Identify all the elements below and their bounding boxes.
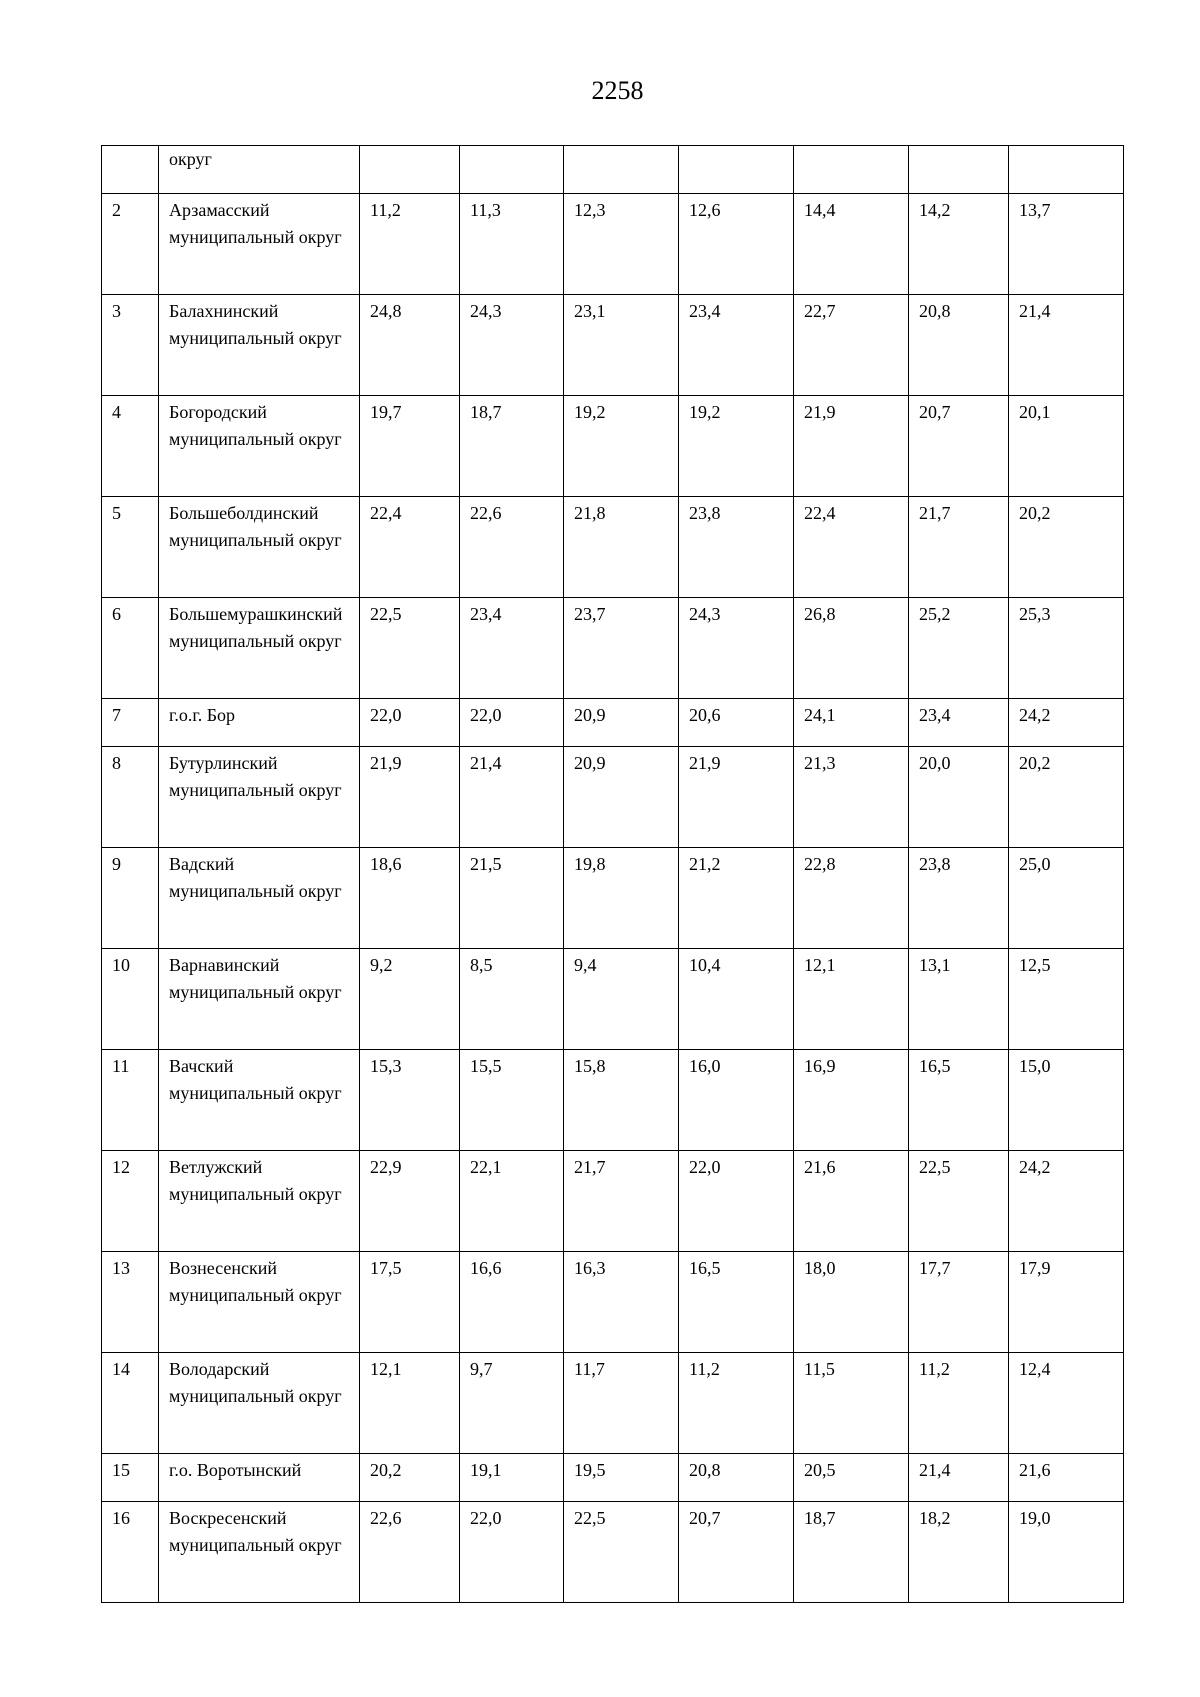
value-cell: 21,3 (794, 747, 909, 848)
row-number-cell: 15 (102, 1454, 159, 1502)
value-cell: 11,2 (360, 194, 460, 295)
row-number-cell: 6 (102, 598, 159, 699)
value-cell: 19,7 (360, 396, 460, 497)
value-cell: 16,5 (909, 1050, 1009, 1151)
district-name-cell: округ (159, 146, 360, 194)
district-name-cell: Вачский муниципальный округ (159, 1050, 360, 1151)
value-cell: 21,4 (1009, 295, 1124, 396)
value-cell: 20,1 (1009, 396, 1124, 497)
value-cell: 11,5 (794, 1353, 909, 1454)
table-body (102, 146, 1124, 1603)
table-row (102, 1502, 1124, 1603)
row-number-cell: 7 (102, 699, 159, 747)
district-name-cell: Бутурлинский муниципальный округ (159, 747, 360, 848)
value-cell: 23,4 (679, 295, 794, 396)
row-number-cell: 12 (102, 1151, 159, 1252)
value-cell: 22,4 (360, 497, 460, 598)
value-cell: 20,8 (909, 295, 1009, 396)
value-cell: 25,2 (909, 598, 1009, 699)
value-cell: 23,1 (564, 295, 679, 396)
value-cell: 12,6 (679, 194, 794, 295)
row-number-cell: 5 (102, 497, 159, 598)
table-row (102, 1050, 1124, 1151)
value-cell: 24,1 (794, 699, 909, 747)
value-cell: 25,0 (1009, 848, 1124, 949)
value-cell: 22,5 (360, 598, 460, 699)
value-cell: 22,1 (460, 1151, 564, 1252)
district-name-cell: Вознесенский муниципальный округ (159, 1252, 360, 1353)
value-cell: 12,4 (1009, 1353, 1124, 1454)
value-cell: 26,8 (794, 598, 909, 699)
district-name-cell: Балахнинский муниципальный округ (159, 295, 360, 396)
district-name-cell: Володарский муниципальный округ (159, 1353, 360, 1454)
row-number-cell: 8 (102, 747, 159, 848)
value-cell (460, 146, 564, 194)
table-row-continuation (102, 146, 1124, 194)
row-number-cell: 16 (102, 1502, 159, 1603)
value-cell: 17,9 (1009, 1252, 1124, 1353)
table-row (102, 1454, 1124, 1502)
value-cell: 20,6 (679, 699, 794, 747)
value-cell: 12,3 (564, 194, 679, 295)
district-name-cell: Большемурашкинский муниципальный округ (159, 598, 360, 699)
value-cell: 24,3 (679, 598, 794, 699)
value-cell: 19,2 (679, 396, 794, 497)
value-cell: 21,5 (460, 848, 564, 949)
value-cell: 19,8 (564, 848, 679, 949)
district-name-cell: Вадский муниципальный округ (159, 848, 360, 949)
table-row (102, 699, 1124, 747)
value-cell: 22,0 (460, 1502, 564, 1603)
table-row (102, 295, 1124, 396)
value-cell: 18,0 (794, 1252, 909, 1353)
value-cell: 12,1 (360, 1353, 460, 1454)
district-name-cell: Ветлужский муниципальный округ (159, 1151, 360, 1252)
value-cell: 20,7 (909, 396, 1009, 497)
value-cell: 10,4 (679, 949, 794, 1050)
district-name-cell: г.о. Воротынский (159, 1454, 360, 1502)
value-cell: 20,0 (909, 747, 1009, 848)
value-cell: 24,2 (1009, 1151, 1124, 1252)
district-name-cell: Варнавинский муниципальный округ (159, 949, 360, 1050)
district-name-cell: Большеболдинский муниципальный округ (159, 497, 360, 598)
table-row (102, 949, 1124, 1050)
value-cell: 16,3 (564, 1252, 679, 1353)
value-cell: 23,7 (564, 598, 679, 699)
table-row (102, 497, 1124, 598)
value-cell: 21,6 (794, 1151, 909, 1252)
value-cell: 12,5 (1009, 949, 1124, 1050)
value-cell: 15,8 (564, 1050, 679, 1151)
value-cell: 22,0 (360, 699, 460, 747)
value-cell: 9,2 (360, 949, 460, 1050)
value-cell: 16,0 (679, 1050, 794, 1151)
value-cell: 22,5 (909, 1151, 1009, 1252)
value-cell (1009, 146, 1124, 194)
value-cell: 23,8 (909, 848, 1009, 949)
value-cell (564, 146, 679, 194)
value-cell: 11,3 (460, 194, 564, 295)
value-cell: 21,4 (460, 747, 564, 848)
table-row (102, 396, 1124, 497)
value-cell: 14,4 (794, 194, 909, 295)
value-cell: 21,9 (794, 396, 909, 497)
value-cell: 12,1 (794, 949, 909, 1050)
value-cell: 9,4 (564, 949, 679, 1050)
table-row (102, 1252, 1124, 1353)
value-cell (679, 146, 794, 194)
row-number-cell: 13 (102, 1252, 159, 1353)
value-cell: 24,8 (360, 295, 460, 396)
value-cell: 15,5 (460, 1050, 564, 1151)
value-cell: 20,2 (1009, 497, 1124, 598)
value-cell: 19,2 (564, 396, 679, 497)
row-number-cell: 4 (102, 396, 159, 497)
value-cell: 18,7 (794, 1502, 909, 1603)
row-number-cell: 11 (102, 1050, 159, 1151)
data-table (101, 145, 1124, 1603)
value-cell: 22,6 (460, 497, 564, 598)
row-number-cell: 10 (102, 949, 159, 1050)
value-cell: 22,4 (794, 497, 909, 598)
value-cell: 24,2 (1009, 699, 1124, 747)
value-cell: 13,7 (1009, 194, 1124, 295)
district-name-cell: Арзамасский муниципальный округ (159, 194, 360, 295)
value-cell: 15,3 (360, 1050, 460, 1151)
value-cell: 17,5 (360, 1252, 460, 1353)
value-cell: 18,2 (909, 1502, 1009, 1603)
page-number: 2258 (591, 76, 644, 105)
value-cell: 15,0 (1009, 1050, 1124, 1151)
value-cell: 23,4 (909, 699, 1009, 747)
district-name-cell: г.о.г. Бор (159, 699, 360, 747)
value-cell: 11,2 (909, 1353, 1009, 1454)
value-cell: 13,1 (909, 949, 1009, 1050)
district-name-cell: Богородский муниципальный округ (159, 396, 360, 497)
value-cell: 20,8 (679, 1454, 794, 1502)
value-cell: 9,7 (460, 1353, 564, 1454)
value-cell: 22,9 (360, 1151, 460, 1252)
value-cell: 22,7 (794, 295, 909, 396)
row-number-cell: 2 (102, 194, 159, 295)
table-row (102, 848, 1124, 949)
value-cell: 21,8 (564, 497, 679, 598)
value-cell: 21,9 (360, 747, 460, 848)
value-cell (360, 146, 460, 194)
value-cell: 16,9 (794, 1050, 909, 1151)
value-cell: 21,2 (679, 848, 794, 949)
value-cell: 22,6 (360, 1502, 460, 1603)
district-name-cell: Воскресенский муниципальный округ (159, 1502, 360, 1603)
value-cell: 22,0 (679, 1151, 794, 1252)
value-cell: 14,2 (909, 194, 1009, 295)
value-cell: 8,5 (460, 949, 564, 1050)
row-number-cell: 3 (102, 295, 159, 396)
value-cell: 19,5 (564, 1454, 679, 1502)
value-cell: 22,0 (460, 699, 564, 747)
value-cell: 23,4 (460, 598, 564, 699)
value-cell: 21,6 (1009, 1454, 1124, 1502)
value-cell: 20,2 (1009, 747, 1124, 848)
row-number-cell (102, 146, 159, 194)
row-number-cell: 9 (102, 848, 159, 949)
value-cell: 16,6 (460, 1252, 564, 1353)
value-cell: 20,9 (564, 747, 679, 848)
value-cell: 20,7 (679, 1502, 794, 1603)
value-cell: 11,7 (564, 1353, 679, 1454)
value-cell: 19,1 (460, 1454, 564, 1502)
value-cell: 20,9 (564, 699, 679, 747)
value-cell: 20,5 (794, 1454, 909, 1502)
value-cell: 11,2 (679, 1353, 794, 1454)
value-cell: 16,5 (679, 1252, 794, 1353)
value-cell: 21,4 (909, 1454, 1009, 1502)
table-row (102, 598, 1124, 699)
value-cell: 25,3 (1009, 598, 1124, 699)
value-cell: 22,8 (794, 848, 909, 949)
value-cell: 21,7 (564, 1151, 679, 1252)
table-row (102, 1353, 1124, 1454)
value-cell: 22,5 (564, 1502, 679, 1603)
value-cell: 21,7 (909, 497, 1009, 598)
value-cell: 17,7 (909, 1252, 1009, 1353)
value-cell (909, 146, 1009, 194)
value-cell: 18,7 (460, 396, 564, 497)
row-number-cell: 14 (102, 1353, 159, 1454)
table-row (102, 1151, 1124, 1252)
value-cell: 21,9 (679, 747, 794, 848)
value-cell (794, 146, 909, 194)
value-cell: 23,8 (679, 497, 794, 598)
value-cell: 19,0 (1009, 1502, 1124, 1603)
value-cell: 18,6 (360, 848, 460, 949)
value-cell: 20,2 (360, 1454, 460, 1502)
value-cell: 24,3 (460, 295, 564, 396)
table-row (102, 747, 1124, 848)
table-row (102, 194, 1124, 295)
